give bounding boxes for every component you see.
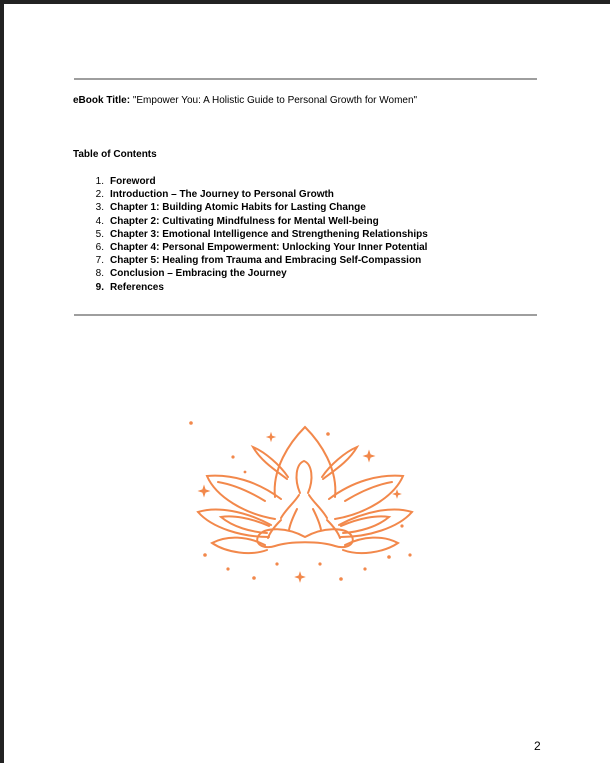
toc-item-number: 6. xyxy=(95,241,104,253)
page-number: 2 xyxy=(534,739,541,753)
sparkle-dots xyxy=(189,421,411,581)
toc-item xyxy=(73,201,428,214)
toc-item-label: Foreword xyxy=(110,176,156,187)
horizontal-rule-bottom xyxy=(74,314,537,316)
toc-item xyxy=(73,281,428,294)
toc-item-label: Chapter 5: Healing from Trauma and Embracing Self-Compassion xyxy=(110,255,422,267)
toc-item-label: Introduction – The Journey to Personal Growth xyxy=(110,189,334,201)
toc-item xyxy=(73,188,428,201)
toc-item-label: Chapter 4: Personal Empowerment: Unlocking Your Inner Potential xyxy=(110,241,428,253)
toc-item-number: 7. xyxy=(95,255,104,267)
toc-item xyxy=(73,241,428,254)
toc-item-number: 8. xyxy=(95,268,104,280)
horizontal-rule-top xyxy=(74,78,537,80)
toc-item xyxy=(73,175,428,188)
lotus-meditation-illustration xyxy=(185,419,425,591)
ebook-title-line xyxy=(73,95,417,107)
toc-item-label: Conclusion – Embracing the Journey xyxy=(110,268,287,280)
lotus-line-art-svg xyxy=(185,419,425,591)
toc-item xyxy=(73,228,428,241)
toc-item-label: Chapter 1: Building Atomic Habits for Lasting Change xyxy=(110,202,366,214)
toc-item-number: 1. xyxy=(95,176,104,187)
toc-item xyxy=(73,215,428,228)
toc-item-number: 4. xyxy=(95,215,104,227)
toc-item-number: 5. xyxy=(95,228,104,240)
page-border-left xyxy=(0,0,4,763)
toc-heading: Table of Contents xyxy=(73,149,157,160)
toc-item xyxy=(73,254,428,267)
toc-item-number: 9. xyxy=(95,281,104,293)
toc-item-label: References xyxy=(110,281,164,293)
toc-item-label: Chapter 2: Cultivating Mindfulness for Mental Well-being xyxy=(110,215,379,227)
toc-list xyxy=(73,175,428,294)
ebook-title-value: "Empower You: A Holistic Guide to Personal Growth for Women" xyxy=(132,95,418,106)
toc-item-number: 3. xyxy=(95,202,104,214)
toc-item-label: Chapter 3: Emotional Intelligence and Strengthening Relationships xyxy=(110,228,428,240)
page-border-top xyxy=(0,0,610,4)
toc-item-number: 2. xyxy=(95,189,104,201)
ebook-title-label: eBook Title: xyxy=(73,95,131,106)
toc-item xyxy=(73,267,428,280)
